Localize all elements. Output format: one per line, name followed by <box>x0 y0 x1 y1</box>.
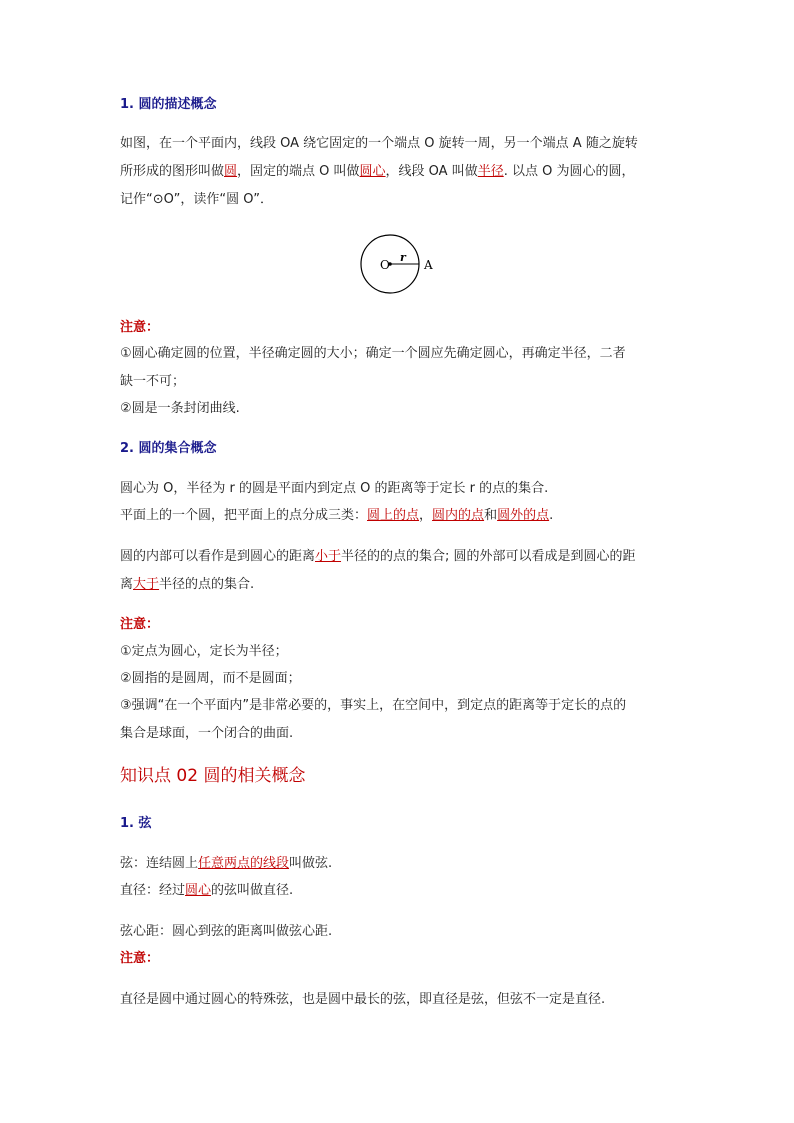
note-title: 注意： <box>120 951 160 966</box>
term-center: 圆心 <box>185 883 212 898</box>
term-inside-circle: 圆内的点 <box>432 508 485 523</box>
note-item: ②圆指的是圆周，而不是圆面； <box>120 671 301 686</box>
text-span: 半径的点的集合. <box>159 577 255 592</box>
definition-chord <box>120 856 332 872</box>
note-item-continued: 集合是球面，一个闭合的曲面. <box>120 726 294 741</box>
term-circle: 圆 <box>224 164 238 179</box>
center-label: O <box>380 258 390 272</box>
term-center: 圆心 <box>359 164 386 179</box>
section-heading-set: 2. 圆的集合概念 <box>120 441 217 456</box>
text-span: ，线段 OA 叫做 <box>385 164 478 179</box>
text-span: 叫做弦. <box>289 856 333 871</box>
paragraph-line <box>120 508 553 524</box>
definition-chord-distance: 弦心距：圆心到弦的距离叫做弦心距. <box>120 924 333 939</box>
term-greater-than: 大于 <box>133 577 160 592</box>
text-span: . <box>549 508 554 523</box>
knowledge-point-title: 知识点 02 圆的相关概念 <box>120 766 306 786</box>
paragraph-line <box>120 549 636 565</box>
text-span: 圆的内部可以看作是到圆心的距离 <box>120 549 316 564</box>
text-span: 弦：连结圆上 <box>120 856 199 871</box>
note-item: ③强调“在一个平面内”是非常必要的，事实上，在空间中，到定点的距离等于定长的点的 <box>120 698 627 713</box>
note-item-continued: 缺一不可； <box>120 374 186 389</box>
paragraph-line <box>120 577 254 593</box>
point-label: A <box>424 258 433 272</box>
text-span: 半径的的点的集合; 圆的外部可以看成是到圆心的距 <box>341 549 636 564</box>
radius-label: r <box>400 251 406 264</box>
definition-diameter <box>120 883 293 899</box>
section-heading-chord: 1. 弦 <box>120 816 152 831</box>
note-title: 注意： <box>120 320 160 335</box>
text-span: 平面上的一个圆，把平面上的点分成三类： <box>120 508 368 523</box>
circle-figure <box>355 228 445 300</box>
term-less-than: 小于 <box>315 549 342 564</box>
paragraph-line: 圆心为 O，半径为 r 的圆是平面内到定点 O 的距离等于定长 r 的点的集合. <box>120 481 549 496</box>
term-radius: 半径 <box>477 164 504 179</box>
term-on-circle: 圆上的点 <box>367 508 420 523</box>
text-span: ， <box>419 508 433 523</box>
note-item: ①定点为圆心，定长为半径； <box>120 644 288 659</box>
paragraph-line <box>120 164 635 180</box>
note-item: ①圆心确定圆的位置，半径确定圆的大小；确定一个圆应先确定圆心，再确定半径，二者 <box>120 346 626 361</box>
note-title: 注意： <box>120 617 160 632</box>
text-span: 离 <box>120 577 134 592</box>
text-span: 的弦叫做直径. <box>211 883 294 898</box>
text-span: 和 <box>484 508 498 523</box>
text-span: 直径：经过 <box>120 883 186 898</box>
text-span: ，固定的端点 O 叫做 <box>237 164 360 179</box>
text-span: . 以点 O 为圆心的圆， <box>503 164 635 179</box>
section-heading-description: 1. 圆的描述概念 <box>120 97 217 112</box>
paragraph-line: 记作“⊙O”，读作“圆 O”． <box>120 192 273 207</box>
text-span: 所形成的图形叫做 <box>120 164 225 179</box>
term-any-two-points-segment: 任意两点的线段 <box>198 856 290 871</box>
term-outside-circle: 圆外的点 <box>497 508 550 523</box>
paragraph-line: 如图，在一个平面内，线段 OA 绕它固定的一个端点 O 旋转一周，另一个端点 A 随之旋转 <box>120 136 638 151</box>
note-item: 直径是圆中通过圆心的特殊弦，也是圆中最长的弦，即直径是弦，但弦不一定是直径. <box>120 992 606 1007</box>
note-item: ②圆是一条封闭曲线. <box>120 401 240 416</box>
